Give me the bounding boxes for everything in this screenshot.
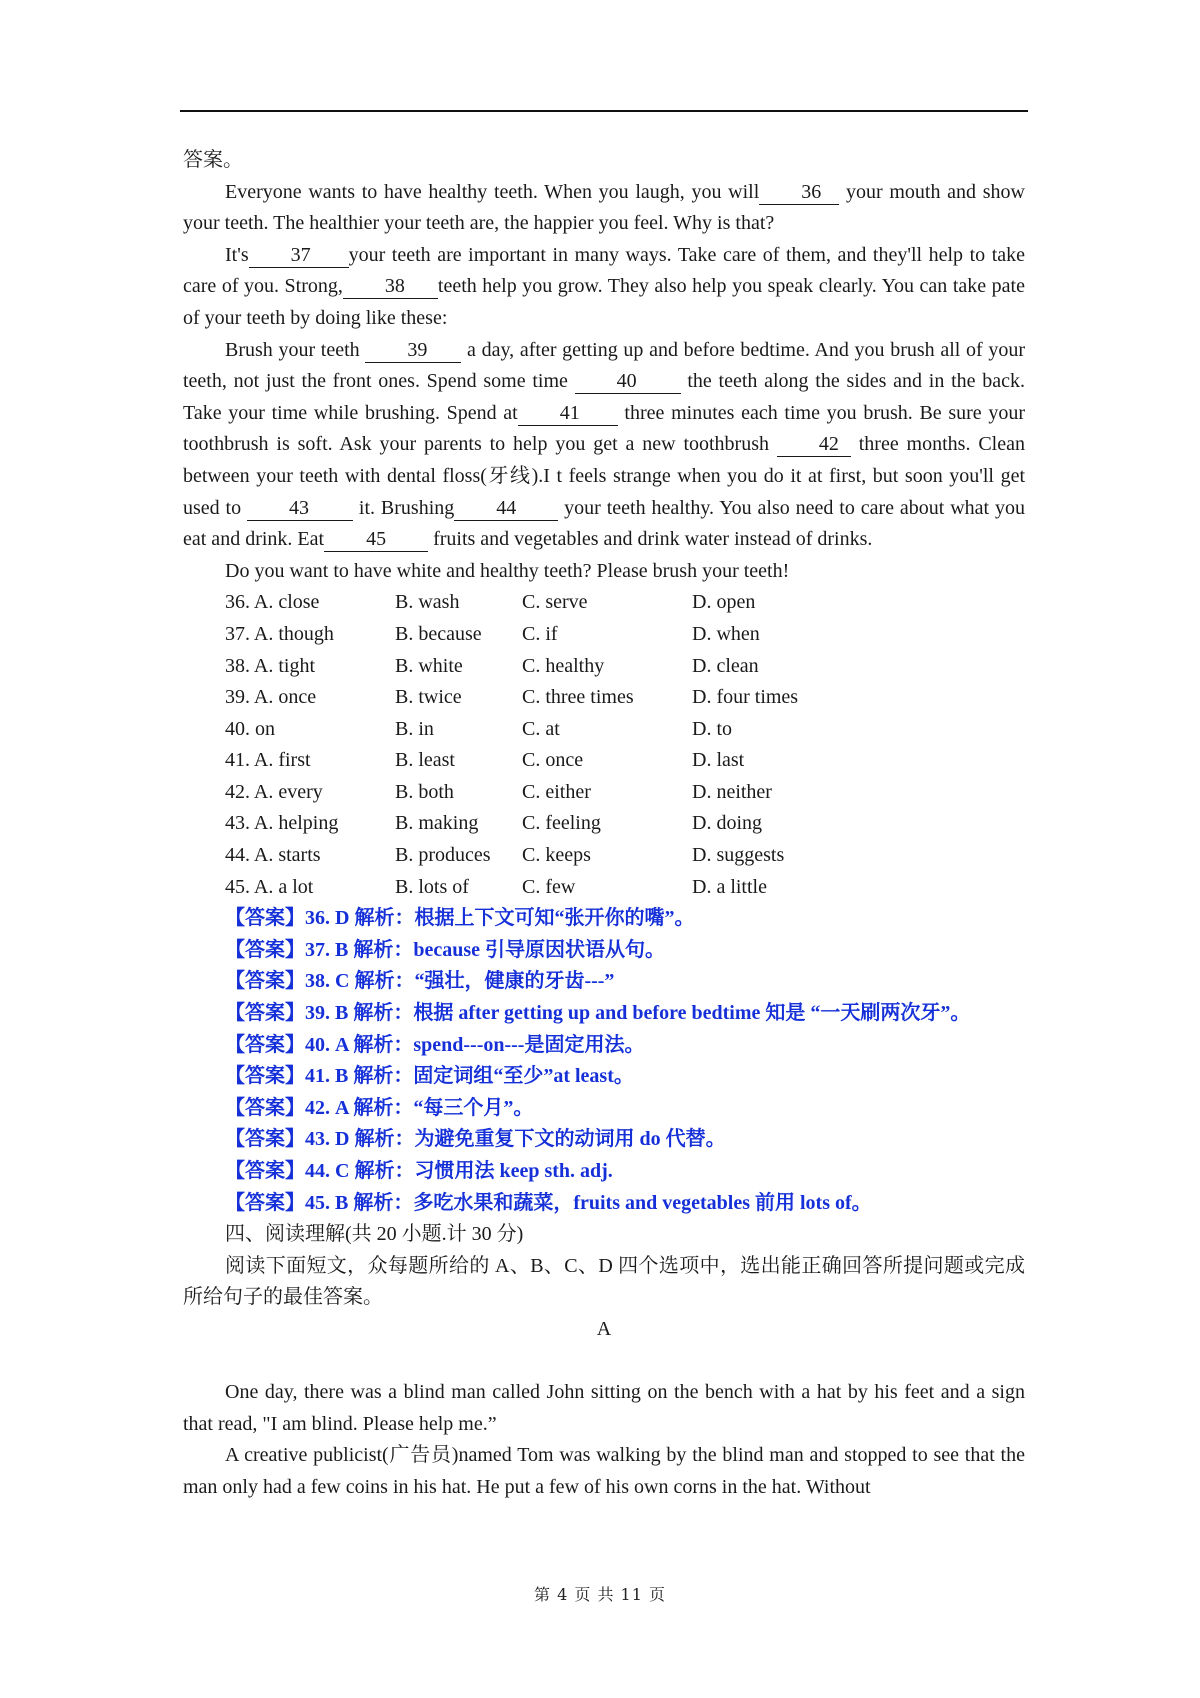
option-c: C. keeps	[522, 844, 591, 867]
option-d: D. doing	[692, 812, 762, 835]
option-b: B. making	[395, 812, 479, 835]
section-instruction: 阅读下面短文，众每题所给的 A、B、C、D 四个选项中，选出能正确回答所提问题或完成所给句子的最佳答案。	[183, 1254, 1025, 1309]
option-c: C. once	[522, 749, 584, 772]
option-a: 42. A. every	[225, 780, 323, 803]
answer-line: 【答案】43. D 解析：为避免重复下文的动词用 do 代替。	[225, 1128, 726, 1151]
reading-paragraph-2: A creative publicist(广告员)named Tom was walking by the blind man and stopped to see that the man only had a few coins in his hat. He put a few of his own corns in the hat. Without	[183, 1444, 1025, 1498]
option-d: D. suggests	[692, 844, 785, 867]
option-d: D. last	[692, 749, 745, 772]
option-a: 43. A. helping	[225, 812, 339, 835]
answer-line: 【答案】42. A 解析：“每三个月”。	[225, 1096, 534, 1119]
text-run: your teeth healthy. You also need to care about what you eat and drink. Eat	[183, 496, 1026, 551]
option-c: C. three times	[522, 686, 634, 709]
answer-line: 【答案】36. D 解析：根据上下文可知“张开你的嘴”。	[225, 907, 695, 930]
option-a: 38. A. tight	[225, 654, 316, 677]
passage-paragraph-4: Do you want to have white and healthy teeth? Please brush your teeth!	[225, 559, 790, 582]
option-b: B. wash	[395, 591, 460, 614]
option-row	[225, 587, 1025, 619]
passage-paragraph-3	[183, 335, 1025, 556]
passage-label: A	[596, 1317, 612, 1340]
blank-37: 37	[249, 243, 349, 268]
option-d: D. four times	[692, 686, 799, 709]
text-run: Brush your teeth	[225, 338, 366, 361]
intro-tail: 答案。	[183, 149, 243, 171]
option-c: C. serve	[522, 591, 588, 614]
text-run: your mouth and show your teeth. The healthier your teeth are, the happier you feel. Why is that?	[183, 180, 1025, 235]
option-b: B. because	[395, 622, 482, 645]
blank-40: 40	[575, 369, 681, 394]
option-row	[225, 840, 1025, 872]
text-run: the teeth along the sides and in the back. Take your time while brushing. Spend at	[183, 370, 1025, 424]
option-c: C. either	[522, 780, 591, 803]
text-run: fruits and vegetables and drink water instead of drinks.	[428, 528, 873, 551]
option-row	[225, 872, 1025, 904]
option-d: D. open	[692, 591, 756, 614]
option-row	[225, 619, 1025, 651]
option-d: D. a little	[692, 875, 767, 898]
text-run: Everyone wants to have healthy teeth. When you laugh, you will	[225, 180, 760, 203]
blank-42: 42	[777, 432, 851, 457]
answer-line: 【答案】40. A 解析：spend---on---是固定用法。	[225, 1033, 645, 1056]
text-run: it. Brushing	[353, 496, 455, 519]
text-run: your teeth are important in many ways. Take care of them, and they'll help to take care of you. Strong,	[183, 243, 1025, 298]
header-rule	[180, 110, 1028, 112]
option-b: B. in	[395, 717, 434, 740]
blank-41: 41	[518, 401, 618, 426]
option-c: C. feeling	[522, 812, 601, 835]
page-footer: 第 4 页 共 11 页	[534, 1585, 666, 1604]
option-row	[225, 651, 1025, 683]
blank-45: 45	[324, 527, 428, 552]
answer-line: 【答案】37. B 解析：because 引导原因状语从句。	[225, 938, 665, 961]
answer-line: 【答案】41. B 解析：固定词组“至少”at least。	[225, 1065, 634, 1088]
option-d: D. when	[692, 622, 760, 645]
option-b: B. least	[395, 749, 455, 772]
option-d: D. to	[692, 717, 732, 740]
option-row	[225, 745, 1025, 777]
option-b: B. both	[395, 780, 454, 803]
option-b: B. lots of	[395, 875, 469, 898]
option-d: D. neither	[692, 780, 772, 803]
blank-line	[183, 1346, 1025, 1378]
option-a: 37. A. though	[225, 622, 334, 645]
option-a: 36. A. close	[225, 591, 320, 614]
passage-paragraph-2	[183, 240, 1025, 335]
option-row	[225, 777, 1025, 809]
option-c: C. at	[522, 717, 560, 740]
text-run: a day, after getting up and before bedtime. And you brush all of your teeth, not just the front ones. Spend some time	[183, 338, 1025, 393]
blank-43: 43	[247, 496, 353, 521]
option-a: 40. on	[225, 717, 275, 740]
blank-44: 44	[454, 496, 558, 521]
blank-38: 38	[343, 274, 438, 299]
answer-key	[183, 903, 1025, 1219]
option-a: 44. A. starts	[225, 844, 321, 867]
text-run: teeth help you grow. They also help you speak clearly. You can take pate of your teeth by doing like these:	[183, 275, 1025, 329]
option-a: 39. A. once	[225, 686, 317, 709]
option-row	[225, 682, 1025, 714]
section-heading: 四、阅读理解(共 20 小题.计 30 分)	[225, 1223, 524, 1246]
text-run: three minutes each time you brush. Be sure your toothbrush is soft. Ask your parents to help you get a new toothbrush	[183, 401, 1026, 456]
answer-line: 【答案】39. B 解析：根据 after getting up and before bedtime 知是 “一天刷两次牙”。	[225, 1002, 971, 1025]
option-b: B. produces	[395, 844, 491, 867]
text-run: It's	[225, 243, 249, 266]
option-c: C. few	[522, 875, 576, 898]
option-a: 45. A. a lot	[225, 875, 314, 898]
reading-paragraph-1: One day, there was a blind man called John sitting on the bench with a hat by his feet and a sign that read, "I am blind. Please help me.”	[183, 1381, 1025, 1435]
blank-39: 39	[365, 338, 461, 363]
option-d: D. clean	[692, 654, 759, 677]
option-row	[225, 808, 1025, 840]
option-row	[225, 714, 1025, 746]
text-run: three months. Clean between your teeth with dental floss(牙线).I t feels strange when you do it at first, but soon you'll get used to	[183, 433, 1025, 519]
option-c: C. healthy	[522, 654, 605, 677]
answer-line: 【答案】44. C 解析：习惯用法 keep sth. adj.	[225, 1160, 613, 1182]
answer-line: 【答案】38. C 解析：“强壮，健康的牙齿---”	[225, 970, 615, 993]
passage-paragraph-1	[183, 177, 1025, 240]
answer-line: 【答案】45. B 解析：多吃水果和蔬菜，fruits and vegetables 前用 lots of。	[225, 1191, 872, 1214]
options-table	[183, 587, 1025, 903]
option-a: 41. A. first	[225, 749, 311, 772]
blank-36: 36	[759, 180, 839, 205]
option-b: B. twice	[395, 686, 462, 709]
page-content	[183, 145, 1025, 1504]
option-b: B. white	[395, 654, 463, 677]
option-c: C. if	[522, 622, 558, 645]
